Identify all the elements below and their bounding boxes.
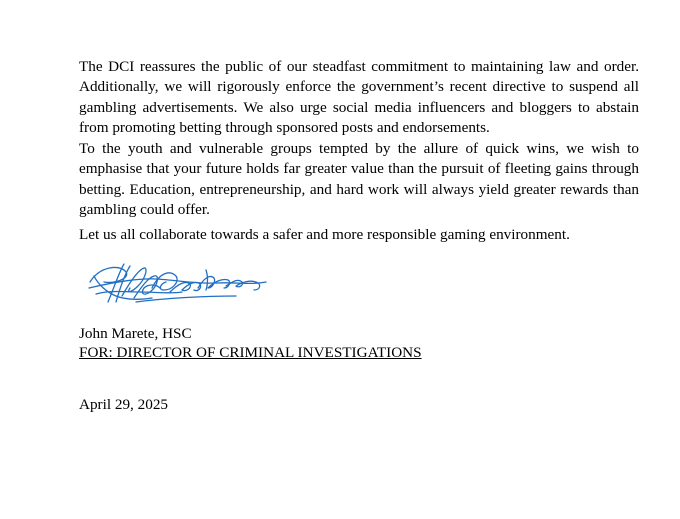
paragraph-collaboration: Let us all collaborate towards a safer and more responsible gaming environment. bbox=[79, 226, 570, 243]
paragraph-youth-message: To the youth and vulnerable groups tempted by the allure of quick wins, we wish to emphasise that your future holds far greater value than the pursuit of fleeting gains through betting. Education, entrepreneurship, and hard work will always yield greater rewards than gambling could offer. bbox=[79, 140, 639, 219]
letter-date: April 29, 2025 bbox=[79, 396, 169, 413]
handwritten-signature bbox=[86, 258, 271, 308]
signer-title: FOR: DIRECTOR OF CRIMINAL INVESTIGATIONS bbox=[79, 344, 422, 361]
signer-name: John Marete, HSC bbox=[79, 325, 192, 342]
paragraph-commitment: The DCI reassures the public of our steadfast commitment to maintaining law and order. Additionally, we will rigorously enforce the government’s recent directive to suspend all gambling advertisements. We also urge social media influencers and bloggers to abstain from promoting betting through sponsored posts and endorsements. bbox=[79, 58, 639, 137]
